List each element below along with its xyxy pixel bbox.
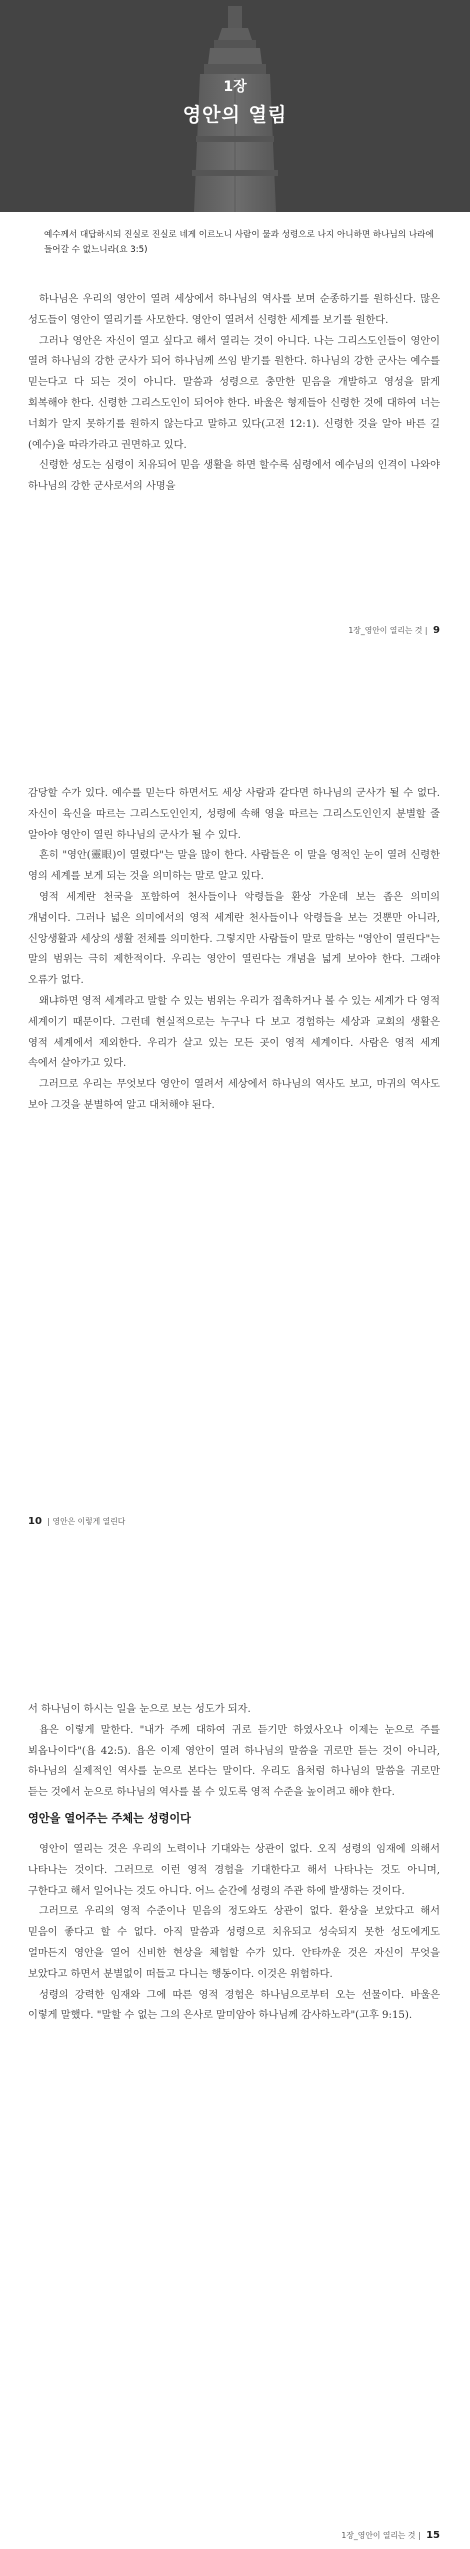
section-heading: 영안을 열어주는 주체는 성령이다 xyxy=(28,1812,191,1825)
body-text xyxy=(28,784,440,1117)
page-9 xyxy=(0,0,470,720)
body-text xyxy=(28,1840,440,2027)
paragraph: 왜냐하면 영적 세계라고 말할 수 있는 범위는 우리가 접촉하거나 볼 수 있는 세계가 다 영적 세계이기 때문이다. 그런데 현실적으로는 누구나 다 보고 경험하는 세상과 교회의 생활은 영적 세계에서 제외한다. 우리가 살고 있는 모든 곳이 영적 세계이다. 사람은 영적 세계 속에서 살아가고 있다. xyxy=(28,995,440,1070)
paragraph: 그러므로 우리는 무엇보다 영안이 열려서 세상에서 하나님의 역사도 보고, 마귀의 역사도 보아 그것을 분별하여 알고 대처해야 된다. xyxy=(28,1079,440,1111)
paragraph: 영안이 열리는 것은 우리의 노력이나 기대와는 상관이 없다. 오직 성령의 임재에 의해서 나타나는 것이다. 그러므로 이런 영적 경험을 기대한다고 해서 나타나는 것도 아니며, 구한다고 해서 일어나는 것도 아니다. 어느 순간에 성령의 주관 하에 발생하는 것이다. xyxy=(28,1844,440,1897)
body-text xyxy=(28,1700,440,1804)
paragraph: 욥은 이렇게 말한다. "내가 주께 대하여 귀로 듣기만 하였사오나 이제는 눈으로 주를 뵈옵나이다"(욥 42:5). 욥은 이제 영안이 열려 하나님의 말씀을 귀로만 듣는 것이 아니라, 하나님의 실제적인 역사를 눈으로 본다는 말이다. 우리도 욥처럼 하나님의 말씀을 귀로만 듣는 것에서 눈으로 하나님의 역사를 볼 수 있도록 영적 수준을 높이려고 해야 한다. xyxy=(28,1724,440,1799)
paragraph: 영적 세계란 천국을 포함하여 천사들이나 악령들을 환상 가운데 보는 좁은 의미의 개념이다. 그러나 넓은 의미에서의 영적 세계란 천사들이나 악령들을 보는 것뿐만 아니라, 신앙생활과 세상의 생활 전체를 의미한다. 그렇지만 사람들이 말로 말하는 "영안이 열린다"는 말의 범위는 극히 제한적이다. 우리는 영안이 열린다는 개념을 넓게 보아야 한다. 그래야 오류가 없다. xyxy=(28,891,440,987)
page-number: 10 xyxy=(28,1516,42,1527)
paragraph: 감당할 수가 있다. 예수를 믿는다 하면서도 세상 사람과 같다면 하나님의 군사가 될 수 없다. 자신이 육신을 따르는 그리스도인인지, 성령에 속해 영을 따르는 그리스도인인지 분별할 줄 알아야 영안이 열린 하나님의 군사가 될 수 있다. xyxy=(28,788,440,841)
paragraph: 서 하나님이 하시는 일을 눈으로 보는 성도가 되자. xyxy=(28,1704,251,1715)
paragraph: 흔히 "영안(靈眼)이 열렸다"는 말을 많이 한다. 사람들은 이 말을 영적인 눈이 열려 신령한 영의 세계를 보게 되는 것을 의미하는 말로 알고 있다. xyxy=(28,850,440,883)
chapter-number: 1장 xyxy=(223,79,247,95)
paragraph: 신령한 성도는 심령이 치유되어 믿음 생활을 하면 할수록 심령에서 예수님의 인격이 나와야 하나님의 강한 군사로서의 사명을 xyxy=(28,460,440,493)
running-footer xyxy=(348,625,440,636)
folio-text: 1장_영안이 열리는 것 xyxy=(348,626,423,635)
folio-text: 영안은 이렇게 열린다 xyxy=(52,1517,126,1526)
folio-text: 1장_영안이 열리는 것 xyxy=(341,2531,416,2540)
folio-separator: | xyxy=(424,626,428,635)
epigraph: 예수께서 대답하시되 진실로 진실로 네게 이르노니 사람이 물과 성령으로 나지 아니하면 하나님의 나라에 들어갈 수 없느니라(요 3:5) xyxy=(44,230,434,255)
running-footer xyxy=(28,1516,125,1527)
folio-separator: | xyxy=(417,2531,421,2540)
paragraph: 그러나 영안은 자신이 열고 싶다고 해서 열리는 것이 아니다. 나는 그리스도인들이 영안이 열려 하나님의 강한 군사가 되어 하나님께 쓰임 받기를 원한다. 하나님의 강한 군사는 예수를 믿는다고 다 되는 것이 아니다. 말씀과 성령으로 충만한 믿음을 개발하고 영성을 맑게 회복해야 한다. 신령한 그리스도인이 되어야 한다. 바울은 형제들아 신령한 것에 대하여 너는 너희가 알지 못하기를 원하지 않는다고 말하고 있다(고전 12:1). 신령한 것을 알아 바른 길(예수)을 따라가라고 권면하고 있다. xyxy=(28,335,440,451)
paragraph: 하나님은 우리의 영안이 열려 세상에서 하나님의 역사를 보며 순종하기를 원하신다. 많은 성도들이 영안이 열리기를 사모한다. 영안이 열려서 신령한 세계를 보기를 원한다. xyxy=(28,294,440,326)
chapter-title: 영안의 열림 xyxy=(182,104,288,126)
page-number: 15 xyxy=(426,2530,440,2541)
chapter-banner xyxy=(0,0,470,212)
running-footer xyxy=(341,2530,440,2541)
page-10 xyxy=(0,720,470,1630)
page-number: 9 xyxy=(433,625,440,636)
page-15 xyxy=(0,1630,470,2549)
body-text xyxy=(28,290,440,498)
folio-separator: | xyxy=(47,1517,51,1526)
paragraph: 성령의 강력한 임재와 그에 따른 영적 경험은 하나님으로부터 오는 선물이다. 바울은 이렇게 말했다. "말할 수 없는 그의 은사로 말미암아 하나님께 감사하노라"(고후 9:15). xyxy=(28,1989,440,2022)
paragraph: 그러므로 우리의 영적 수준이나 믿음의 정도와도 상관이 없다. 환상을 보았다고 해서 믿음이 좋다고 할 수 없다. 아직 말씀과 성령으로 치유되고 성숙되지 못한 성도에게도 얼마든지 영안을 열어 신비한 현상을 체험할 수가 있다. 안타까운 것은 자신이 무엇을 보았다고 하면서 분별없이 떠들고 다니는 행동이다. 이것은 위험하다. xyxy=(28,1906,440,1980)
